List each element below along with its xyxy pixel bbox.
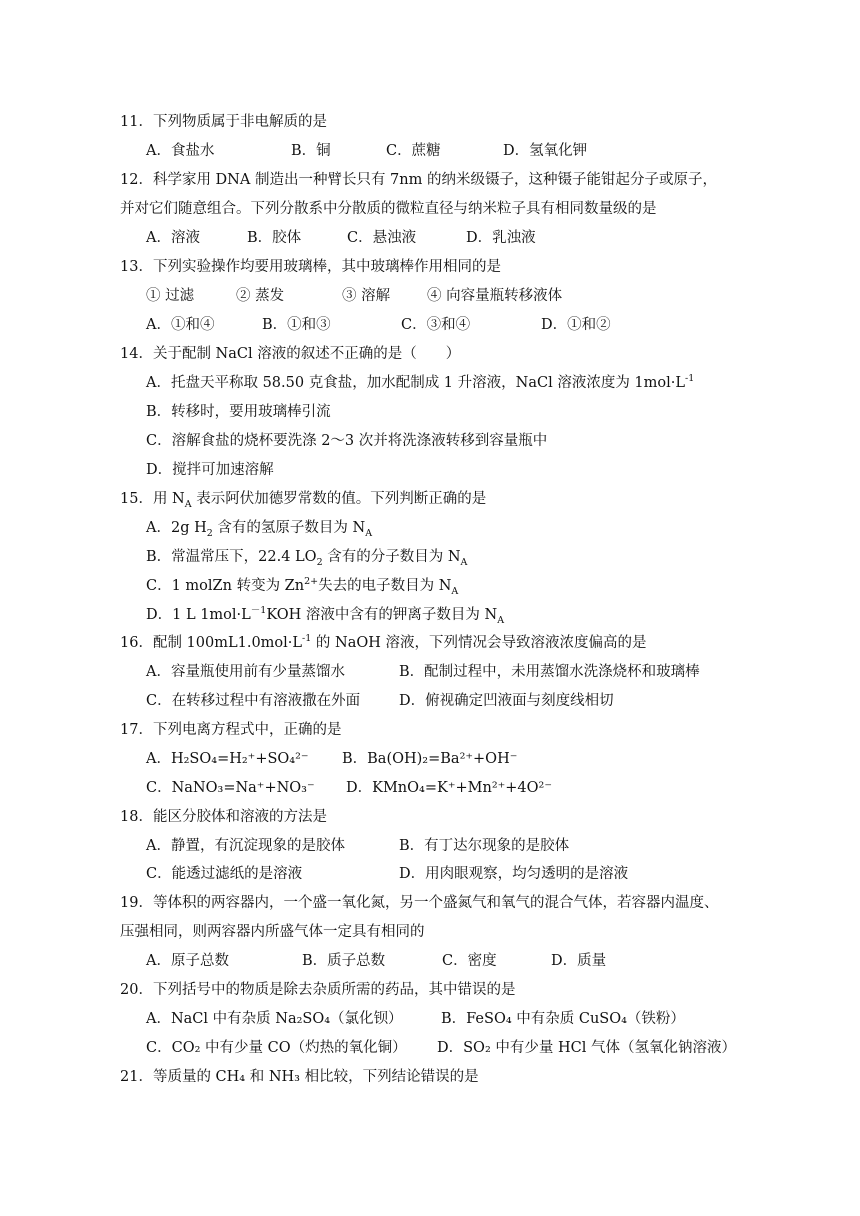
q12-stem: 12．科学家用 DNA 制造出一种臂长只有 7nm 的纳米级镊子，这种镊子能钳起分子或原子， [120, 172, 717, 188]
q11-option-b: B．铜 [291, 143, 331, 159]
q18-option-b: B．有丁达尔现象的是胶体 [399, 838, 570, 854]
q11-stem: 11．下列物质属于非电解质的是 [120, 114, 327, 130]
q20-option-d: D．SO₂ 中有少量 HCl 气体（氢氧化钠溶液） [437, 1040, 736, 1056]
q15-option-c: C．1 molZn 转变为 $Zn^{2+}$失去的电子数目为 $N_A$ [146, 576, 459, 597]
q15-option-b: B．常温常压下，22.4 $LO_2$ 含有的分子数目为 $N_A$ [146, 549, 468, 568]
q17-option-c: C．NaNO₃=Na⁺+NO₃⁻ [146, 780, 315, 796]
q20-option-a: A．NaCl 中有杂质 Na₂SO₄（氯化钡） [146, 1011, 403, 1027]
q17-option-d: D．KMnO₄=K⁺+Mn²⁺+4O²⁻ [346, 780, 553, 796]
q12-option-d: D．乳浊液 [466, 230, 536, 246]
q12-option-b: B．胶体 [247, 230, 302, 246]
q17-stem: 17．下列电离方程式中，正确的是 [120, 722, 342, 738]
q18-stem: 18．能区分胶体和溶液的方法是 [120, 809, 327, 825]
q18-option-d: D．用肉眼观察，均匀透明的是溶液 [399, 866, 629, 882]
q21-stem: 21．等质量的 CH₄ 和 NH₃ 相比较，下列结论错误的是 [120, 1069, 479, 1085]
q14-option-d: D．搅拌可加速溶解 [146, 462, 274, 478]
q19-stem: 19．等体积的两容器内，一个盛一氧化氮，另一个盛氮气和氧气的混合气体，若容器内温度、 [120, 895, 719, 911]
q14-option-c: C．溶解食盐的烧杯要洗涤 2～3 次并将洗涤液转移到容量瓶中 [146, 433, 548, 449]
q19-option-b: B．质子总数 [302, 953, 386, 969]
q11-option-a: A．食盐水 [146, 143, 215, 159]
q13-option-d: D．①和② [541, 317, 611, 333]
q20-option-c: C．CO₂ 中有少量 CO（灼热的氧化铜） [146, 1040, 407, 1056]
q19-stem-cont: 压强相同，则两容器内所盛气体一定具有相同的 [120, 924, 425, 940]
q16-option-d: D．俯视确定凹液面与刻度线相切 [399, 693, 614, 709]
q19-option-c: C．密度 [442, 953, 497, 969]
q14-option-a: A．托盘天平称取 58.50 克食盐，加水配制成 1 升溶液，NaCl 溶液浓度为 $1mol\cdot L^{-1}$ [146, 373, 695, 391]
q20-option-b: B．FeSO₄ 中有杂质 CuSO₄（铁粉） [441, 1011, 685, 1027]
q13-option-c: C．③和④ [401, 317, 471, 333]
q15-option-a: A．2g $H_2$ 含有的氢原子数目为 $N_A$ [146, 520, 373, 539]
q15-stem: 15．用 $N_A$ 表示阿伏加德罗常数的值。下列判断正确的是 [120, 491, 487, 510]
q20-stem: 20．下列括号中的物质是除去杂质所需的药品，其中错误的是 [120, 982, 516, 998]
q16-stem: 16．配制 $100mL1.0mol\cdot L^{-1}$ 的 NaOH 溶液，下列情况会导致溶液浓度偏高的是 [120, 633, 647, 651]
q13-item-3: ③ 溶解 [342, 288, 391, 304]
q12-stem-cont: 并对它们随意组合。下列分散系中分散质的微粒直径与纳米粒子具有相同数量级的是 [120, 201, 657, 217]
q18-option-a: A．静置，有沉淀现象的是胶体 [146, 838, 345, 854]
q14-option-b: B．转移时，要用玻璃棒引流 [146, 404, 331, 420]
q17-option-b: B．Ba(OH)₂=Ba²⁺+OH⁻ [342, 751, 518, 767]
q12-option-a: A．溶液 [146, 230, 200, 246]
q11-option-d: D．氢氧化钾 [503, 143, 588, 159]
q16-option-a: A．容量瓶使用前有少量蒸馏水 [146, 664, 345, 680]
q19-option-d: D．质量 [551, 953, 607, 969]
q18-option-c: C．能透过滤纸的是溶液 [146, 866, 303, 882]
q13-option-b: B．①和③ [262, 317, 331, 333]
q16-option-b: B．配制过程中，未用蒸馏水洗涤烧杯和玻璃棒 [399, 664, 700, 680]
q14-stem: 14．关于配制 NaCl 溶液的叙述不正确的是（ ） [120, 346, 461, 362]
q13-item-4: ④ 向容量瓶转移液体 [427, 288, 563, 304]
q17-option-a: A．H₂SO₄=H₂⁺+SO₄²⁻ [146, 751, 309, 767]
q13-option-a: A．①和④ [146, 317, 215, 333]
q13-item-1: ① 过滤 [146, 288, 195, 304]
q15-option-d: D．1 L $1mol\cdot L^{-1}KOH$ 溶液中含有的钾离子数目为 $N_A$ [146, 605, 505, 626]
q13-stem: 13．下列实验操作均要用玻璃棒，其中玻璃棒作用相同的是 [120, 259, 501, 275]
q12-option-c: C．悬浊液 [347, 230, 417, 246]
q13-item-2: ② 蒸发 [236, 288, 285, 304]
q16-option-c: C．在转移过程中有溶液撒在外面 [146, 693, 361, 709]
q19-option-a: A．原子总数 [146, 953, 229, 969]
q11-option-c: C．蔗糖 [386, 143, 441, 159]
